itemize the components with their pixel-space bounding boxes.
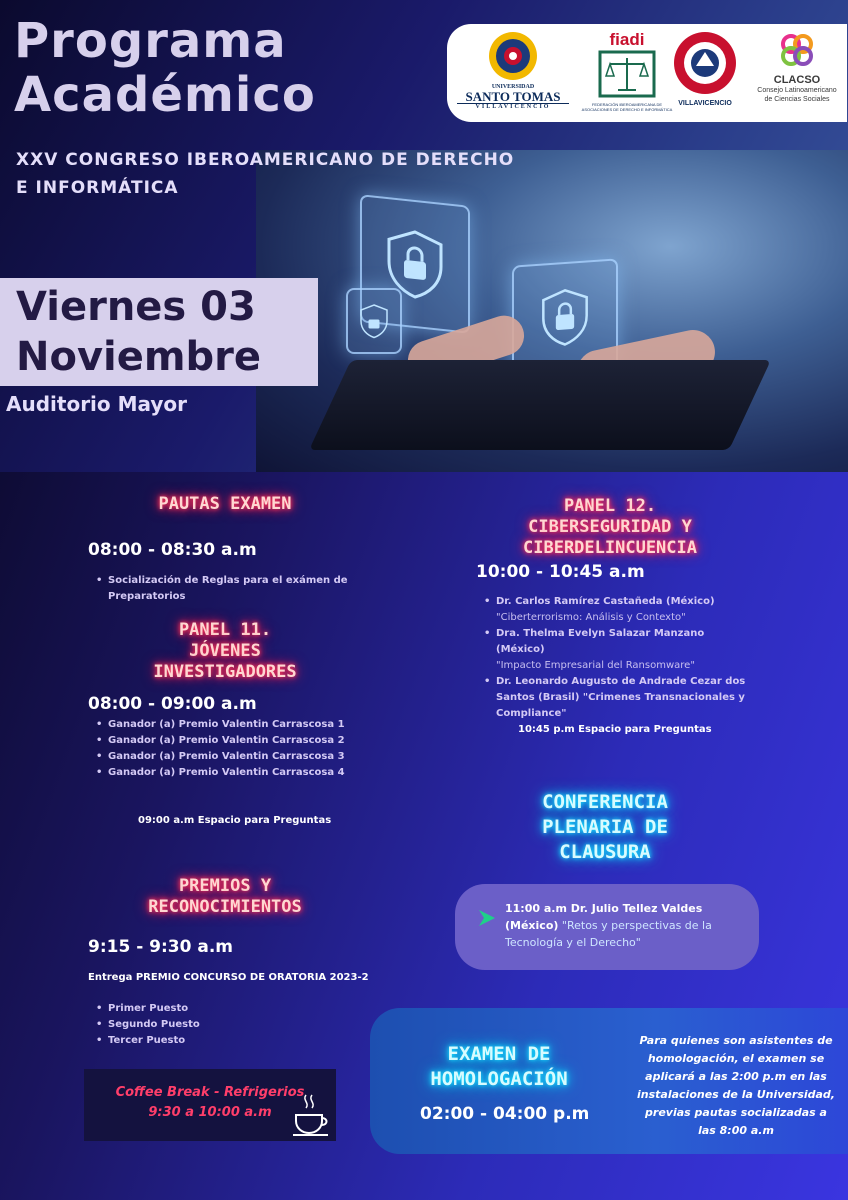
scales-of-justice-icon xyxy=(598,50,656,98)
clausura-speaker: 11:00 a.m Dr. Julio Tellez Valdes (México) xyxy=(505,902,703,932)
panel12-title-line-1: PANEL 12. xyxy=(563,496,657,516)
coffee-break-time: 9:30 a 10:00 a.m xyxy=(148,1105,272,1120)
panel12-title-line-2: CIBERSEGURIDAD Y xyxy=(528,517,692,537)
speaker-talk: "Ciberterrorismo: Análisis y Contexto" xyxy=(496,612,686,623)
list-item: • Segundo Puesto xyxy=(94,1017,294,1033)
laptop-keyboard xyxy=(309,360,771,450)
premios-title xyxy=(80,876,370,918)
premios-time: 9:15 - 9:30 a.m xyxy=(88,937,234,957)
homologacion-title-line-2: HOMOLOGACIÓN xyxy=(430,1068,568,1090)
list-item: • Ganador (a) Premio Valentin Carrascosa 1 xyxy=(94,717,374,733)
logo-santo-tomas-top: UNIVERSIDAD xyxy=(491,84,535,90)
premios-title-line-1: PREMIOS Y xyxy=(178,876,272,896)
clausura-title-line-1: CONFERENCIA xyxy=(542,791,668,813)
clausura-title xyxy=(470,790,740,865)
homologacion-time: 02:00 - 04:00 p.m xyxy=(420,1104,590,1124)
clacso-knot-icon xyxy=(775,30,819,70)
title-line-1: Programa xyxy=(14,13,287,69)
congress-subtitle xyxy=(16,146,536,202)
subtitle-line-2: E INFORMÁTICA xyxy=(16,178,179,198)
speaker-talk: "Crimenes Transnacionales y Compliance" xyxy=(496,692,745,719)
speaker-talk: "Impacto Empresarial del Ransomware" xyxy=(496,660,695,671)
panel11-title-line-1: PANEL 11. xyxy=(178,620,272,640)
list-item: • Ganador (a) Premio Valentin Carrascosa 2 xyxy=(94,733,374,749)
coffee-break-label: Coffee Break - Refrigerios xyxy=(115,1085,305,1100)
logo-clacso-name: CLACSO xyxy=(773,74,821,86)
homologacion-title-line-1: EXAMEN DE xyxy=(447,1043,551,1065)
title-line-2: Académico xyxy=(14,67,316,123)
coffee-break-box xyxy=(84,1069,336,1141)
panel11-title xyxy=(80,620,370,683)
panel12-time: 10:00 - 10:45 a.m xyxy=(476,562,645,582)
logo-santo-tomas-city: VILLAVICENCIO xyxy=(475,104,551,110)
event-date-line-1: Viernes 03 xyxy=(16,284,256,330)
logo-clacso-desc-1: Consejo Latinoamericano xyxy=(757,87,837,94)
pautas-list xyxy=(94,573,354,605)
speaker-item xyxy=(482,626,754,674)
event-venue: Auditorio Mayor xyxy=(6,392,188,416)
colegio-seal-icon xyxy=(672,30,738,96)
speaker-item xyxy=(482,594,754,626)
premios-list xyxy=(94,1001,294,1049)
list-item: • Ganador (a) Premio Valentin Carrascosa 4 xyxy=(94,765,374,781)
event-date-line-2: Noviembre xyxy=(16,334,262,380)
logo-clacso-desc-2: de Ciencias Sociales xyxy=(764,96,830,103)
speaker-name: Dr. Carlos Ramírez Castañeda (México) xyxy=(496,596,715,607)
list-item: • Ganador (a) Premio Valentin Carrascosa 3 xyxy=(94,749,374,765)
list-item: • Tercer Puesto xyxy=(94,1033,294,1049)
premios-title-line-2: RECONOCIMIENTOS xyxy=(148,897,302,917)
lock-shield-icon xyxy=(540,285,590,348)
pautas-title: PAUTAS EXAMEN xyxy=(158,494,292,514)
panel12-title xyxy=(460,496,760,559)
clausura-title-line-3: CLAUSURA xyxy=(559,841,651,863)
logo-colegio-city: VILLAVICENCIO xyxy=(678,100,732,107)
homologacion-title xyxy=(384,1042,614,1092)
subtitle-line-1: XXV CONGRESO IBEROAMERICANO DE DERECHO xyxy=(16,150,515,170)
logo-fiadi-desc: FEDERACIÓN IBEROAMERICANA DE ASOCIACIONES DE DERECHO E INFORMÁTICA xyxy=(581,102,673,112)
speaker-name: Dr. Leonardo Augusto de Andrade Cezar dos Santos (Brasil) xyxy=(496,676,746,703)
logo-santo-tomas-name: SANTO TOMAS xyxy=(457,90,569,104)
list-item: • Socialización de Reglas para el exámen de Preparatorios xyxy=(94,573,354,605)
logo-fiadi xyxy=(581,30,673,112)
clausura-card xyxy=(455,884,759,970)
logo-santo-tomas xyxy=(457,30,569,110)
panel11-title-line-3: INVESTIGADORES xyxy=(153,662,297,682)
event-date xyxy=(0,278,318,386)
shield-card-small xyxy=(346,288,402,354)
page-title xyxy=(14,14,316,122)
arrow-right-icon xyxy=(477,908,497,928)
speaker-name: Dra. Thelma Evelyn Salazar Manzano (México) xyxy=(496,628,705,655)
santo-tomas-seal-icon xyxy=(485,30,541,82)
premios-description: Entrega PREMIO CONCURSO DE ORATORIA 2023-2 xyxy=(88,972,369,983)
list-item: • Primer Puesto xyxy=(94,1001,294,1017)
pautas-time: 08:00 - 08:30 a.m xyxy=(88,540,257,560)
logo-clacso xyxy=(747,30,847,104)
panel12-questions: 10:45 p.m Espacio para Preguntas xyxy=(518,724,712,735)
clausura-title-line-2: PLENARIA DE xyxy=(542,816,668,838)
speaker-item xyxy=(482,674,754,722)
clausura-talk: "Retos y perspectivas de la Tecnología y el Derecho" xyxy=(505,919,712,949)
panel11-list xyxy=(94,717,374,781)
panel11-time: 08:00 - 09:00 a.m xyxy=(88,694,257,714)
panel12-speaker-list xyxy=(482,594,754,722)
coffee-cup-icon xyxy=(292,1091,330,1137)
sponsor-logos xyxy=(447,24,847,122)
panel11-questions: 09:00 a.m Espacio para Preguntas xyxy=(138,815,332,826)
homologacion-note: Para quienes son asistentes de homologación, el examen se aplicará a las 2:00 p.m en las instalaciones de la Universidad, previas pautas socializadas a las 8:00 a.m xyxy=(637,1034,835,1137)
lock-shield-icon xyxy=(359,303,389,339)
panel11-title-line-2: JÓVENES xyxy=(189,641,261,661)
logo-colegio-abogados xyxy=(663,30,747,107)
logo-fiadi-name: fiadi xyxy=(609,30,645,49)
panel12-title-line-3: CIBERDELINCUENCIA xyxy=(523,538,697,558)
